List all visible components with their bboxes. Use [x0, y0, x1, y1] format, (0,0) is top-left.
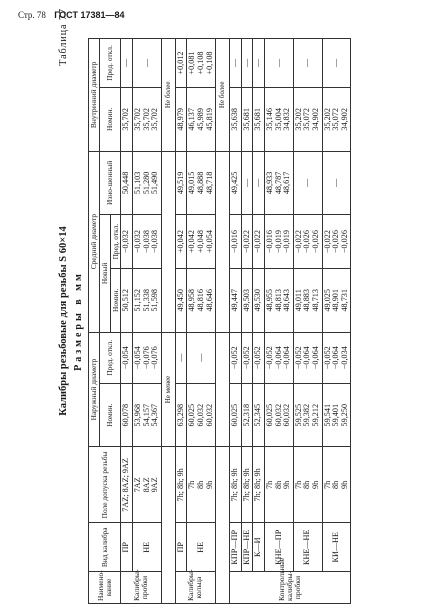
- gauge-kind: ПР: [121, 523, 133, 572]
- table-cell: [322, 215, 351, 269]
- header-tolerance: Поле допуска резьбы: [89, 447, 121, 523]
- group-label: Контрольные калибры-пробки: [230, 572, 351, 604]
- gauge-kind: НЕ: [132, 523, 161, 572]
- table-cell: [265, 39, 294, 88]
- cell-value: 34,832: [282, 108, 292, 131]
- cell-value: 48,955: [265, 289, 274, 312]
- cell-value: 7h: [265, 480, 274, 489]
- cell-value: 51,598: [150, 289, 160, 312]
- gauge-kind: ПР: [175, 523, 187, 572]
- table-cell: [175, 447, 187, 523]
- table-cell: [253, 88, 265, 152]
- table-cell: [121, 383, 133, 447]
- cell-value: 48,731: [339, 289, 349, 312]
- cell-value: 7h; 8h; 9h: [175, 468, 185, 502]
- table-cell: [121, 88, 133, 152]
- cell-value: −0,076: [141, 346, 151, 370]
- cell-value: −0,054: [121, 346, 131, 370]
- table-cell: [241, 151, 253, 215]
- group-label: Калибры-кольца: [175, 572, 215, 604]
- cell-value: 51,103: [132, 171, 142, 195]
- cell-value: 60,032: [204, 403, 214, 427]
- cell-value: 45,819: [204, 108, 214, 131]
- rotated-table-area: [54, 0, 426, 604]
- cell-value: 48,617: [282, 171, 292, 195]
- gauge-kind: КИ—НЕ: [322, 523, 351, 572]
- table-cell: [187, 332, 216, 383]
- table-cell: [132, 88, 161, 152]
- cell-value: 7AZ: [132, 477, 142, 493]
- cell-value: —: [253, 178, 263, 187]
- cell-value: +0,042: [187, 230, 197, 254]
- cell-value: 60,032: [282, 403, 292, 427]
- cell-value: —: [141, 58, 151, 68]
- cell-value: 35,702: [141, 108, 151, 131]
- table-cell: [132, 383, 161, 447]
- cell-value: −0,064: [311, 346, 321, 370]
- cell-value: −0,052: [265, 346, 274, 370]
- cell-value: 49,530: [253, 289, 263, 312]
- header-mid-diameter: Средний диаметр: [89, 151, 100, 332]
- cell-value: 59,401: [331, 403, 341, 427]
- cell-value: +0,108: [195, 51, 205, 75]
- cell-value: 59,250: [339, 403, 349, 427]
- table-cell: [241, 332, 253, 383]
- header-inner-deviation: Пред. откл.: [99, 39, 121, 88]
- table-cell: [175, 215, 187, 269]
- cell-value: 7h; 8h; 9h: [230, 468, 240, 502]
- table-row: [253, 39, 265, 604]
- table-cell: [121, 151, 133, 215]
- header-name: Наимено-вание: [89, 572, 121, 604]
- table-cell: [187, 88, 216, 152]
- cell-value: 49,450: [175, 289, 185, 312]
- table-cell: [265, 268, 294, 332]
- table-cell: [230, 151, 242, 215]
- limit-row: [161, 39, 175, 604]
- cell-value: 52,318: [241, 403, 251, 427]
- cell-value: +0,108: [204, 51, 214, 75]
- table-cell: [293, 332, 322, 383]
- table-cell: [132, 447, 161, 523]
- table-cell: [121, 39, 133, 88]
- gauge-kind: КПР—НЕ: [241, 523, 253, 572]
- cell-value: 9h: [282, 480, 292, 489]
- header-mid-new: Новый: [99, 215, 110, 332]
- table-row: [187, 39, 216, 604]
- table-cell: [175, 39, 187, 88]
- table-cell: [265, 447, 294, 523]
- cell-value: 49,025: [322, 289, 332, 312]
- cell-value: −0,016: [230, 230, 240, 254]
- cell-value: −0,052: [241, 346, 251, 370]
- cell-value: 7h: [322, 480, 332, 489]
- cell-value: −0,064: [273, 346, 283, 370]
- cell-value: 35,681: [241, 108, 251, 131]
- cell-value: −0,022: [322, 230, 332, 254]
- cell-value: —: [195, 353, 205, 362]
- cell-value: 50,448: [121, 171, 131, 195]
- table-cell: [253, 268, 265, 332]
- table-cell: [230, 39, 242, 88]
- cell-value: −0,032: [121, 230, 131, 254]
- table-caption: Калибры резьбовые для резьбы S 60×14: [58, 226, 69, 416]
- table-cell: [322, 447, 351, 523]
- cell-value: 49,011: [293, 289, 303, 312]
- table-cell: [121, 268, 133, 332]
- cell-value: 60,025: [187, 403, 197, 427]
- cell-value: 49,447: [230, 289, 240, 312]
- table-cell: [265, 332, 294, 383]
- cell-value: 48,813: [273, 289, 283, 312]
- table-cell: [230, 268, 242, 332]
- header-inner-diameter: Внутренний диаметр: [89, 39, 100, 152]
- table-cell: [175, 383, 187, 447]
- cell-value: −0,026: [311, 230, 321, 254]
- table-cell: [293, 151, 322, 215]
- cell-value: 51,152: [132, 289, 142, 312]
- cell-value: 48,888: [195, 171, 205, 195]
- table-cell: [293, 215, 322, 269]
- table-row: [293, 39, 322, 604]
- header-outer-deviation: Пред. откл.: [99, 332, 121, 383]
- table-cell: [253, 383, 265, 447]
- cell-value: 35,638: [230, 108, 240, 131]
- cell-value: 35,146: [265, 108, 274, 131]
- cell-value: 59,525: [293, 403, 303, 427]
- cell-value: 7AZ; 8AZ; 9AZ: [121, 458, 131, 512]
- cell-value: 49,503: [241, 289, 251, 312]
- table-cell: [322, 88, 351, 152]
- cell-value: 35,072: [302, 108, 312, 131]
- table-cell: [175, 332, 187, 383]
- table-cell: [121, 332, 133, 383]
- table-cell: [241, 88, 253, 152]
- table-cell: [230, 332, 242, 383]
- header-outer-nominal: Номин.: [99, 383, 121, 447]
- table-cell: [322, 151, 351, 215]
- cell-value: 35,702: [121, 108, 131, 131]
- cell-value: —: [302, 178, 312, 187]
- cell-value: 8h: [331, 480, 341, 489]
- table-cell: [293, 383, 322, 447]
- cell-value: −0,064: [302, 346, 312, 370]
- cell-value: −0,034: [339, 346, 349, 370]
- cell-value: 8AZ: [141, 477, 151, 493]
- table-cell: [322, 332, 351, 383]
- cell-value: 48,958: [187, 289, 197, 312]
- limit-label-outer: [216, 332, 230, 447]
- table-cell: [187, 215, 216, 269]
- cell-value: −0,022: [253, 230, 263, 254]
- table-cell: [132, 151, 161, 215]
- table-cell: [187, 39, 216, 88]
- cell-value: 48,883: [302, 289, 312, 312]
- cell-value: —: [273, 58, 283, 68]
- cell-value: 49,519: [175, 171, 185, 195]
- table-row: [322, 39, 351, 604]
- cell-value: −0,052: [293, 346, 303, 370]
- cell-value: 51,280: [141, 171, 151, 195]
- cell-value: 9h: [311, 480, 321, 489]
- cell-value: 34,902: [311, 108, 321, 131]
- cell-value: 49,425: [230, 171, 240, 195]
- table-cell: [253, 39, 265, 88]
- header-inner-nominal: Номин.: [99, 88, 121, 152]
- cell-value: —: [121, 58, 131, 68]
- limit-spacer: [161, 151, 175, 332]
- cell-value: 8h: [195, 480, 205, 489]
- cell-value: 35,702: [132, 108, 142, 131]
- cell-value: −0,076: [150, 346, 160, 370]
- table-cell: [265, 88, 294, 152]
- table-row: [132, 39, 161, 604]
- cell-value: +0,012: [175, 51, 185, 75]
- table-number: Таблица 77: [58, 8, 69, 66]
- cell-value: −0,026: [331, 230, 341, 254]
- cell-value: −0,022: [241, 230, 251, 254]
- table-cell: [253, 151, 265, 215]
- table-cell: [175, 151, 187, 215]
- cell-value: −0,052: [230, 346, 240, 370]
- table-cell: [132, 268, 161, 332]
- gauge-table: [88, 38, 351, 604]
- table-cell: [253, 215, 265, 269]
- cell-value: 51,338: [141, 289, 151, 312]
- header-mid-new-nominal: Номин.: [110, 268, 121, 332]
- table-cell: [253, 447, 265, 523]
- table-cell: [253, 332, 265, 383]
- table-cell: [230, 88, 242, 152]
- cell-value: 35,202: [293, 108, 303, 131]
- cell-value: −0,032: [132, 230, 142, 254]
- table-cell: [293, 268, 322, 332]
- cell-value: 60,025: [265, 403, 274, 427]
- table-cell: [187, 383, 216, 447]
- table-cell: [187, 151, 216, 215]
- header-mid-new-deviation: Пред. откл.: [110, 215, 121, 269]
- table-cell: [132, 39, 161, 88]
- limit-spacer: [216, 151, 230, 332]
- cell-value: 63,298: [175, 403, 185, 427]
- cell-value: 59,382: [302, 403, 312, 427]
- cell-value: 9h: [339, 480, 349, 489]
- cell-value: 54,367: [150, 403, 160, 427]
- cell-value: 45,989: [195, 108, 205, 131]
- table-cell: [230, 447, 242, 523]
- cell-value: 9h: [204, 480, 214, 489]
- cell-value: —: [175, 353, 185, 362]
- cell-value: 60,078: [121, 403, 131, 427]
- table-cell: [230, 383, 242, 447]
- cell-value: −0,052: [253, 346, 263, 370]
- cell-value: −0,022: [293, 230, 303, 254]
- cell-value: 48,979: [175, 108, 185, 131]
- limit-spacer: [216, 447, 230, 604]
- cell-value: 52,345: [253, 403, 263, 427]
- cell-value: 53,968: [132, 403, 142, 427]
- group-label: Калибры-пробки: [121, 572, 161, 604]
- cell-value: 59,212: [311, 403, 321, 427]
- table-cell: [230, 215, 242, 269]
- cell-value: −0,064: [331, 346, 341, 370]
- header-mid-worn: Изно-шенный: [99, 151, 121, 215]
- cell-value: —: [230, 58, 240, 68]
- cell-value: −0,038: [141, 230, 151, 254]
- limit-spacer: [161, 447, 175, 604]
- table-cell: [241, 268, 253, 332]
- table-cell: [175, 88, 187, 152]
- limit-label-inner: Не более: [161, 39, 175, 152]
- cell-value: 7h: [187, 480, 197, 489]
- table-cell: [293, 88, 322, 152]
- cell-value: —: [241, 58, 251, 68]
- cell-value: 48,787: [273, 171, 283, 195]
- table-cell: [175, 268, 187, 332]
- table-cell: [293, 447, 322, 523]
- cell-value: 9AZ: [150, 477, 160, 493]
- cell-value: 48,646: [204, 289, 214, 312]
- cell-value: 50,512: [121, 289, 131, 312]
- cell-value: 48,816: [195, 289, 205, 312]
- table-cell: [187, 268, 216, 332]
- table-cell: [265, 383, 294, 447]
- table-cell: [322, 39, 351, 88]
- cell-value: 46,137: [187, 108, 197, 131]
- table-cell: [241, 383, 253, 447]
- cell-value: 35,072: [331, 108, 341, 131]
- table-cell: [241, 447, 253, 523]
- table-subcaption: Размеры в мм: [73, 271, 84, 371]
- cell-value: 51,490: [150, 171, 160, 195]
- table-cell: [241, 39, 253, 88]
- cell-value: +0,054: [204, 230, 214, 254]
- cell-value: −0,016: [265, 230, 274, 254]
- cell-value: −0,064: [282, 346, 292, 370]
- cell-value: 48,933: [265, 171, 274, 195]
- table-cell: [132, 332, 161, 383]
- table-cell: [265, 151, 294, 215]
- standard-number: ГОСТ 17381—84: [54, 10, 125, 20]
- cell-value: 35,702: [150, 108, 160, 131]
- cell-value: +0,081: [187, 51, 197, 75]
- cell-value: −0,026: [302, 230, 312, 254]
- cell-value: —: [253, 58, 263, 68]
- limit-row: [216, 39, 230, 604]
- cell-value: —: [241, 178, 251, 187]
- table-cell: [121, 215, 133, 269]
- cell-value: 49,015: [187, 171, 197, 195]
- table-row: [230, 39, 242, 604]
- cell-value: 35,681: [253, 108, 263, 131]
- cell-value: 60,032: [195, 403, 205, 427]
- cell-value: +0,048: [195, 230, 205, 254]
- cell-value: −0,054: [132, 346, 142, 370]
- page-number: Стр. 78: [18, 10, 46, 20]
- cell-value: 48,643: [282, 289, 292, 312]
- cell-value: 7h; 8h; 9h: [241, 468, 251, 502]
- table-cell: [293, 39, 322, 88]
- table-row: [175, 39, 187, 604]
- table-cell: [132, 215, 161, 269]
- table-row: [265, 39, 294, 604]
- cell-value: 35,202: [322, 108, 332, 131]
- cell-value: −0,052: [322, 346, 332, 370]
- limit-label-inner: Не более: [216, 39, 230, 152]
- cell-value: 8h: [302, 480, 312, 489]
- header-kind: Вид калибра: [89, 523, 121, 572]
- cell-value: −0,038: [150, 230, 160, 254]
- cell-value: —: [302, 58, 312, 68]
- cell-value: 59,541: [322, 403, 332, 427]
- cell-value: 35,004: [273, 108, 283, 131]
- header-outer-diameter: Наружный диаметр: [89, 332, 100, 447]
- gauge-kind: КНЕ—ПР: [265, 523, 294, 572]
- cell-value: 8h: [273, 480, 283, 489]
- cell-value: 48,718: [204, 171, 214, 195]
- cell-value: 34,902: [339, 108, 349, 131]
- table-cell: [241, 215, 253, 269]
- table-cell: [322, 268, 351, 332]
- cell-value: 54,157: [141, 403, 151, 427]
- cell-value: 60,032: [273, 403, 283, 427]
- limit-label-outer: Не менее: [161, 332, 175, 447]
- gauge-kind: НЕ: [187, 523, 216, 572]
- table-cell: [187, 447, 216, 523]
- gauge-kind: КНЕ—НЕ: [293, 523, 322, 572]
- cell-value: −0,019: [273, 230, 283, 254]
- cell-value: −0,026: [339, 230, 349, 254]
- table-cell: [265, 215, 294, 269]
- gauge-kind: КПР—ПР: [230, 523, 242, 572]
- table-row: [241, 39, 253, 604]
- table-row: [121, 39, 133, 604]
- cell-value: —: [331, 178, 341, 187]
- cell-value: 60,025: [230, 403, 240, 427]
- cell-value: 48,713: [311, 289, 321, 312]
- cell-value: −0,019: [282, 230, 292, 254]
- cell-value: 7h: [293, 480, 303, 489]
- cell-value: 7h; 8h; 9h: [253, 468, 263, 502]
- cell-value: +0,042: [175, 230, 185, 254]
- gauge-kind: К—И: [253, 523, 265, 572]
- cell-value: —: [331, 58, 341, 68]
- table-cell: [322, 383, 351, 447]
- cell-value: 48,901: [331, 289, 341, 312]
- table-cell: [121, 447, 133, 523]
